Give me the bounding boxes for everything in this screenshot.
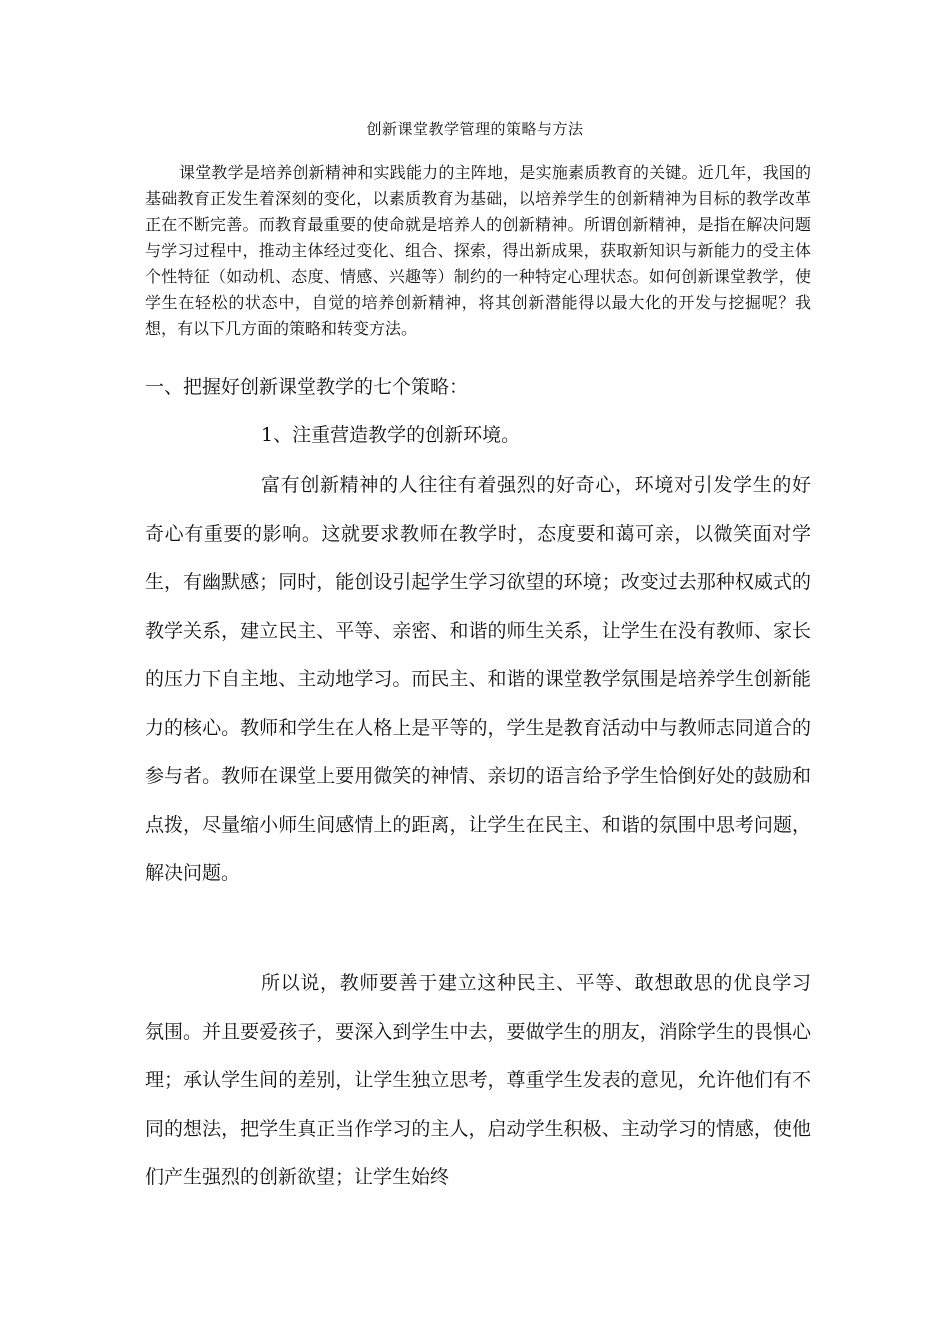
- intro-paragraph: 课堂教学是培养创新精神和实践能力的主阵地，是实施素质教育的关键。近几年，我国的基础教育正发生着深刻的变化，以素质教育为基础，以培养学生的创新精神为目标的教学改革正在不断完善。而教育最重要的使命就是培养人的创新精神。所谓创新精神，是指在解决问题与学习过程中，推动主体经过变化、组合、探索，得出新成果，获取新知识与新能力的受主体个性特征（如动机、态度、情感、兴趣等）制约的一种特定心理状态。如何创新课堂教学，使学生在轻松的状态中，自觉的培养创新精神，将其创新潜能得以最大化的开发与挖掘呢？我想，有以下几方面的策略和转变方法。: [145, 163, 811, 338]
- body-paragraph-2: 所以说，教师要善于建立这种民主、平等、敢想敢思的优良学习氛围。并且要爱孩子，要深入到学生中去，要做学生的朋友，消除学生的畏惧心理；承认学生间的差别，让学生独立思考，尊重学生发表的意见，允许他们有不同的想法，把学生真正当作学习的主人，启动学生积极、主动学习的情感，使他们产生强烈的创新欲望；让学生始终: [145, 972, 811, 1188]
- body-paragraph-1: 富有创新精神的人往往有着强烈的好奇心，环境对引发学生的好奇心有重要的影响。这就要求教师在教学时，态度要和蔼可亲，以微笑面对学生，有幽默感；同时，能创设引起学生学习欲望的环境；改变过去那种权威式的教学关系，建立民主、平等、亲密、和谐的师生关系，让学生在没有教师、家长的压力下自主地、主动地学习。而民主、和谐的课堂教学氛围是培养学生创新能力的核心。教师和学生在人格上是平等的，学生是教育活动中与教师志同道合的参与者。教师在课堂上要用微笑的神情、亲切的语言给予学生恰倒好处的鼓励和点拨，尽量缩小师生间感情上的距离，让学生在民主、和谐的氛围中思考问题，解决问题。: [145, 474, 811, 884]
- subsection-heading: 1、注重营造教学的创新环境。: [261, 424, 521, 446]
- document-title: 创新课堂教学管理的策略与方法: [366, 120, 584, 138]
- section-heading: 一、把握好创新课堂教学的七个策略：: [145, 376, 469, 398]
